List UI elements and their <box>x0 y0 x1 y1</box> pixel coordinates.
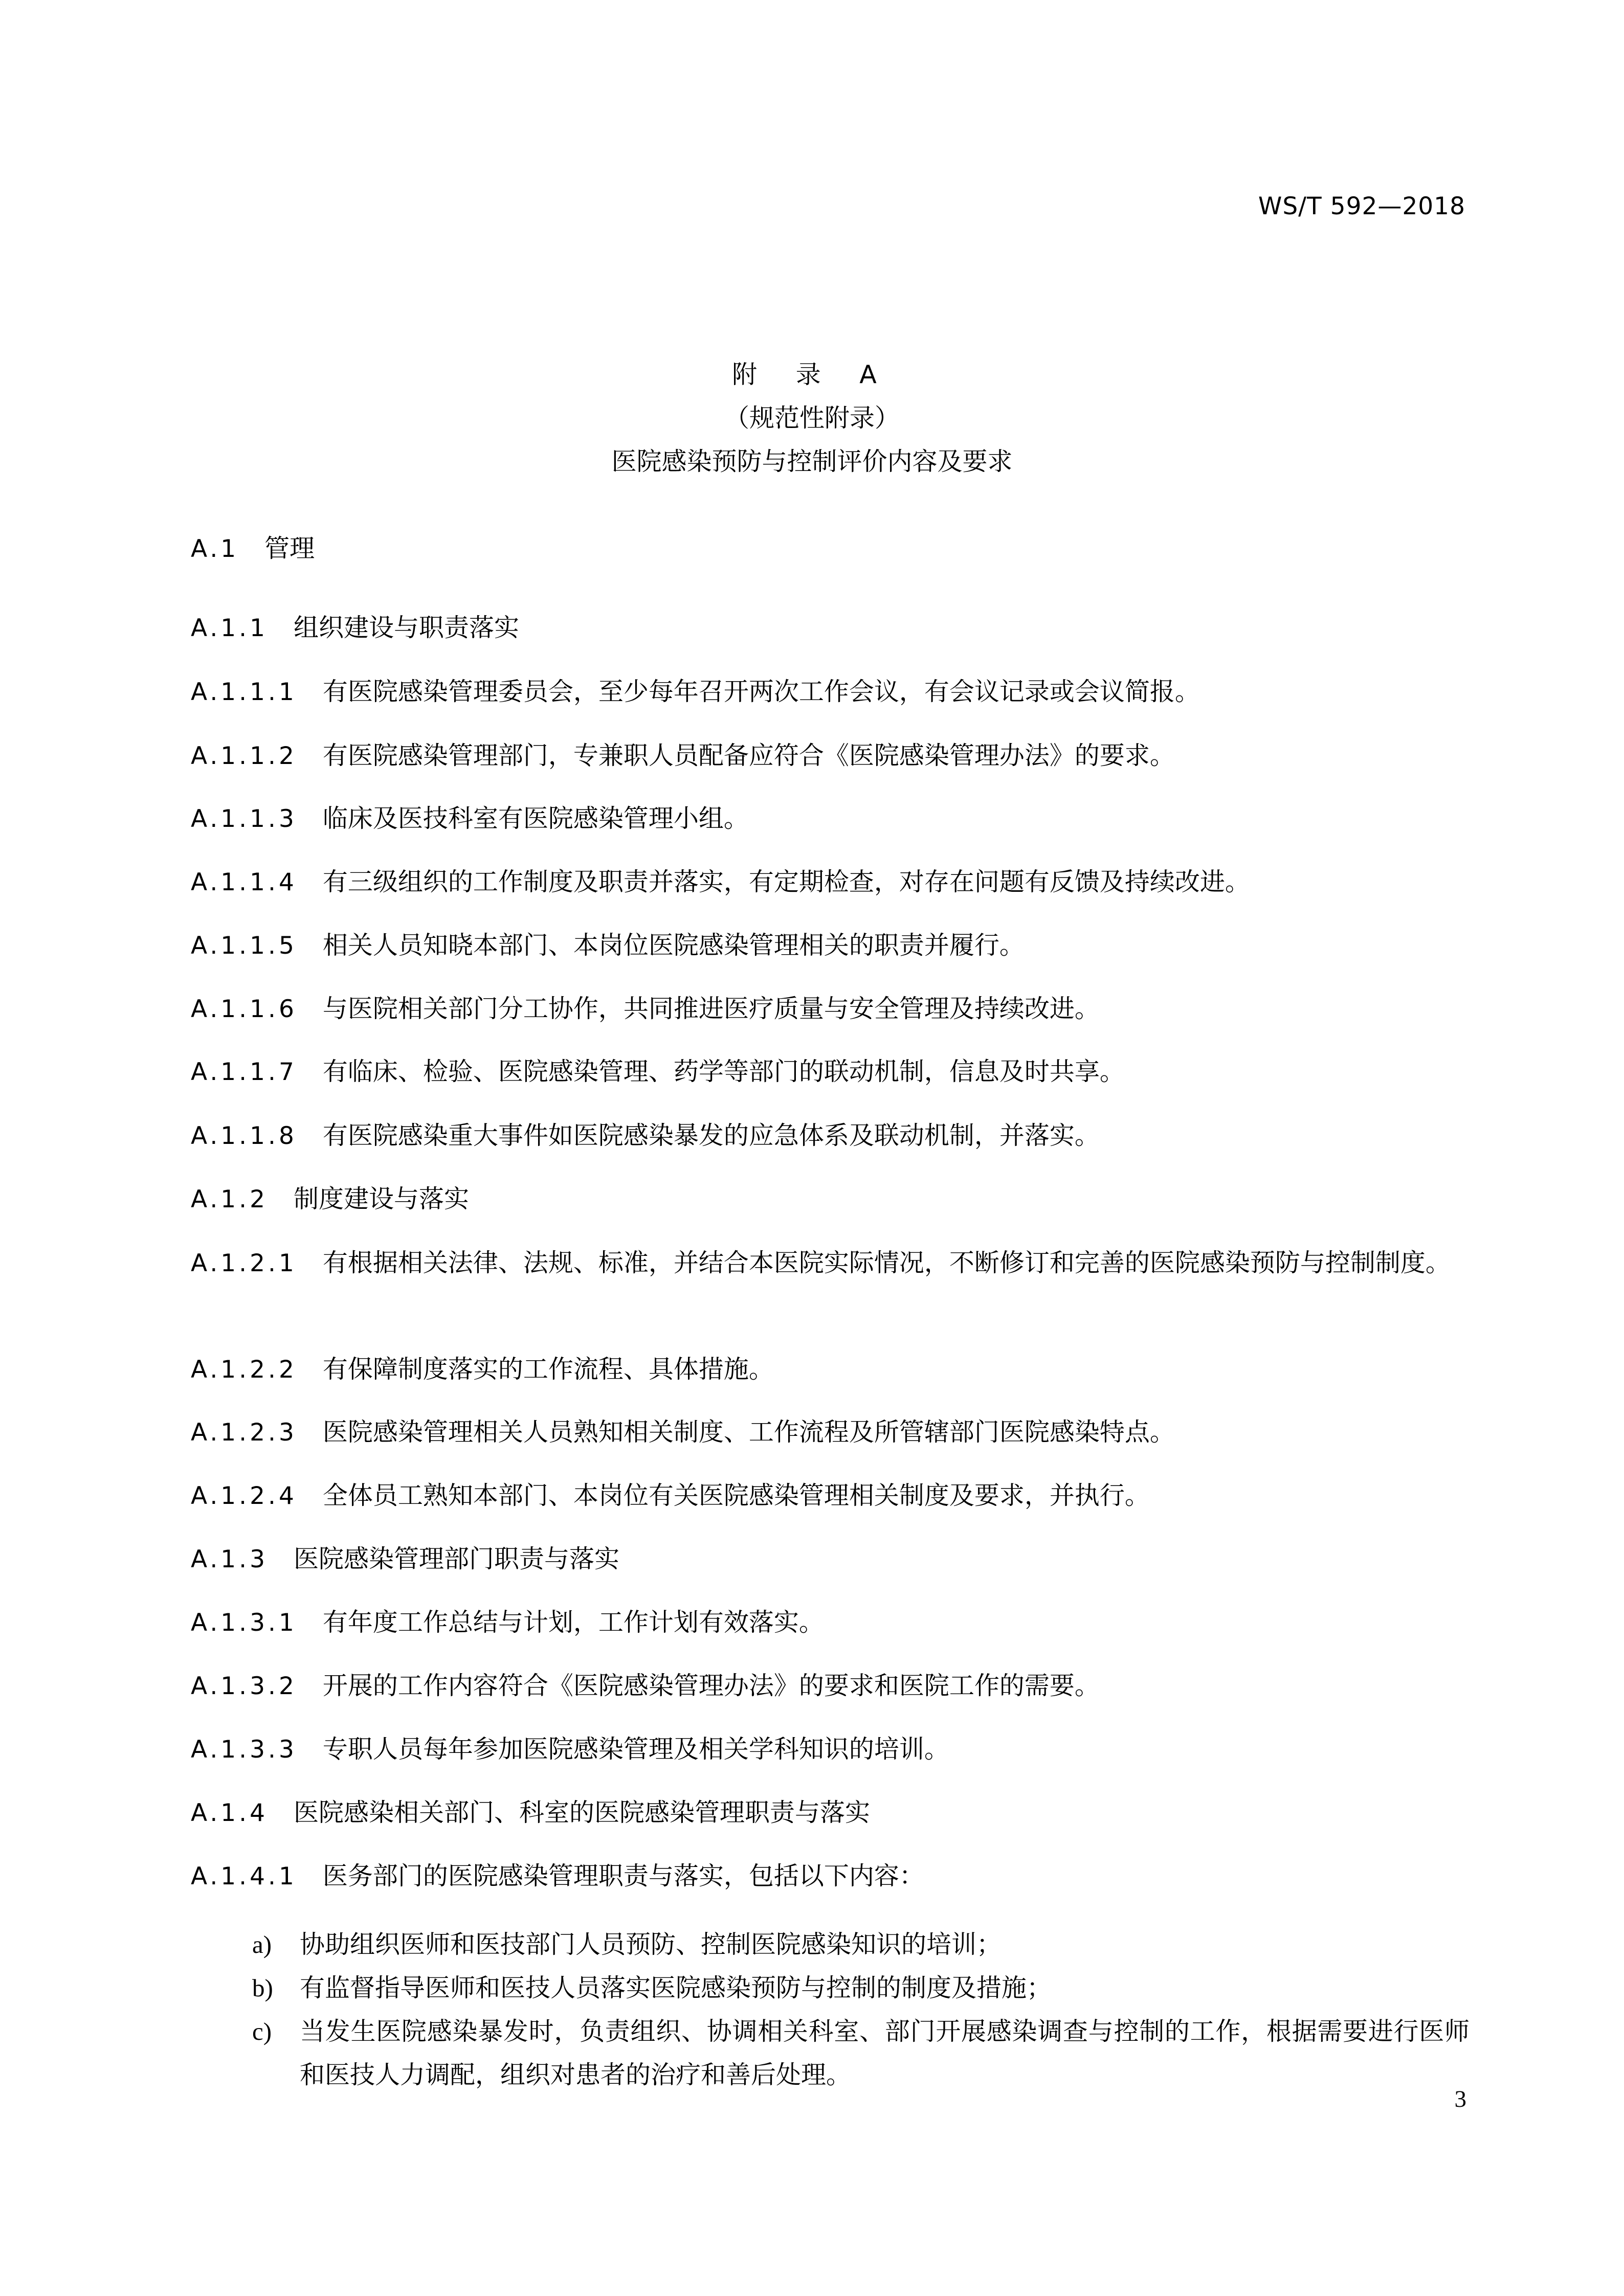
clause-number: A.1.1.1 <box>191 678 297 706</box>
standard-code-header: WS/T 592—2018 <box>1258 192 1465 220</box>
clause <box>191 1664 1470 1708</box>
clause-text: 有医院感染管理委员会，至少每年召开两次工作会议，有会议记录或会议简报。 <box>322 677 1200 706</box>
section-heading <box>191 527 1470 571</box>
clause-text: 有三级组织的工作制度及职责并落实，有定期检查，对存在问题有反馈及持续改进。 <box>322 867 1250 896</box>
clause-number: A.1.3.1 <box>191 1609 297 1637</box>
subsection-heading <box>191 606 1470 650</box>
list-item-text: 有监督指导医师和医技人员落实医院感染预防与控制的制度及措施； <box>300 1973 1052 2002</box>
clause-number: A.1.1.5 <box>191 932 297 960</box>
clause-text: 临床及医技科室有医院感染管理小组。 <box>322 804 749 833</box>
clause <box>191 1114 1470 1158</box>
clause-text: 有保障制度落实的工作流程、具体措施。 <box>322 1355 774 1384</box>
section-number: A.1.2 <box>191 1185 269 1213</box>
clause <box>191 1347 1470 1391</box>
section-number: A.1.4 <box>191 1799 269 1827</box>
clause <box>191 1410 1470 1454</box>
clause-number: A.1.1.6 <box>191 995 297 1023</box>
clause-number: A.1.3.3 <box>191 1736 297 1764</box>
clause-text: 专职人员每年参加医院感染管理及相关学科知识的培训。 <box>322 1735 949 1764</box>
clause-text: 医院感染管理相关人员熟知相关制度、工作流程及所管辖部门医院感染特点。 <box>322 1417 1175 1447</box>
clause-text: 有医院感染重大事件如医院感染暴发的应急体系及联动机制，并落实。 <box>322 1121 1100 1150</box>
list-marker: c) <box>252 2017 272 2045</box>
page-number: 3 <box>1454 2086 1466 2112</box>
clause <box>191 1727 1470 1771</box>
subsection-heading <box>191 1177 1470 1221</box>
clause-text: 有根据相关法律、法规、标准，并结合本医院实际情况，不断修订和完善的医院感染预防与控制制度。 <box>322 1248 1451 1277</box>
section-text: 制度建设与落实 <box>294 1184 470 1213</box>
clause-text: 医务部门的医院感染管理职责与落实，包括以下内容： <box>322 1861 924 1890</box>
clause <box>191 987 1470 1031</box>
clause <box>191 1601 1470 1645</box>
clause-number: A.1.2.1 <box>191 1249 297 1277</box>
clause-number: A.1.3.2 <box>191 1672 297 1700</box>
annex-heading <box>0 353 1624 483</box>
clause-number: A.1.2.4 <box>191 1482 297 1510</box>
clause-number: A.1.4.1 <box>191 1862 297 1890</box>
subsection-heading <box>191 1791 1470 1835</box>
section-text: 组织建设与职责落实 <box>294 613 520 642</box>
section-number: A.1 <box>191 535 239 563</box>
clause-text: 有年度工作总结与计划，工作计划有效落实。 <box>322 1608 824 1637</box>
section-text: 管理 <box>264 534 315 563</box>
clause-number: A.1.2.2 <box>191 1356 297 1384</box>
clause-number: A.1.1.7 <box>191 1058 297 1086</box>
section-text: 医院感染管理部门职责与落实 <box>294 1544 620 1573</box>
list-marker: b) <box>252 1974 273 2002</box>
clause <box>191 734 1470 778</box>
clause-text: 与医院相关部门分工协作，共同推进医疗质量与安全管理及持续改进。 <box>322 994 1100 1023</box>
annex-title: 附 录 A <box>732 360 892 389</box>
clause-text: 有医院感染管理部门，专兼职人员配备应符合《医院感染管理办法》的要求。 <box>322 741 1175 770</box>
section-number: A.1.1 <box>191 614 269 642</box>
clause <box>191 1050 1470 1094</box>
clause-text: 全体员工熟知本部门、本岗位有关医院感染管理相关制度及要求，并执行。 <box>322 1481 1150 1510</box>
clause <box>191 1474 1470 1518</box>
clause <box>191 1241 1470 1285</box>
annex-subject: 医院感染预防与控制评价内容及要求 <box>611 447 1013 476</box>
clause <box>191 1854 1470 1898</box>
section-text: 医院感染相关部门、科室的医院感染管理职责与落实 <box>294 1798 871 1827</box>
list-item-text: 当发生医院感染暴发时，负责组织、协调相关科室、部门开展感染调查与控制的工作，根据需要进行医师和医技人力调配，组织对患者的治疗和善后处理。 <box>300 2017 1470 2089</box>
clause-number: A.1.1.4 <box>191 868 297 896</box>
clause-number: A.1.1.8 <box>191 1122 297 1150</box>
section-number: A.1.3 <box>191 1545 269 1573</box>
clause-text: 开展的工作内容符合《医院感染管理办法》的要求和医院工作的需要。 <box>322 1671 1100 1700</box>
clause-number: A.1.1.3 <box>191 805 297 833</box>
annex-type: （规范性附录） <box>724 403 900 433</box>
list-marker: a) <box>252 1930 272 1959</box>
clause <box>191 797 1470 841</box>
clause-number: A.1.2.3 <box>191 1419 297 1447</box>
clause-text: 有临床、检验、医院感染管理、药学等部门的联动机制，信息及时共享。 <box>322 1057 1125 1086</box>
list-item <box>252 1923 1470 1966</box>
clause-number: A.1.1.2 <box>191 742 297 770</box>
list-item-text: 协助组织医师和医技部门人员预防、控制医院感染知识的培训； <box>300 1930 1002 1959</box>
subsection-heading <box>191 1537 1470 1581</box>
clause <box>191 924 1470 967</box>
clause <box>191 860 1470 904</box>
list-item <box>252 2010 1470 2097</box>
list-item <box>252 1966 1470 2010</box>
clause-text: 相关人员知晓本部门、本岗位医院感染管理相关的职责并履行。 <box>322 931 1025 960</box>
clause <box>191 670 1470 714</box>
